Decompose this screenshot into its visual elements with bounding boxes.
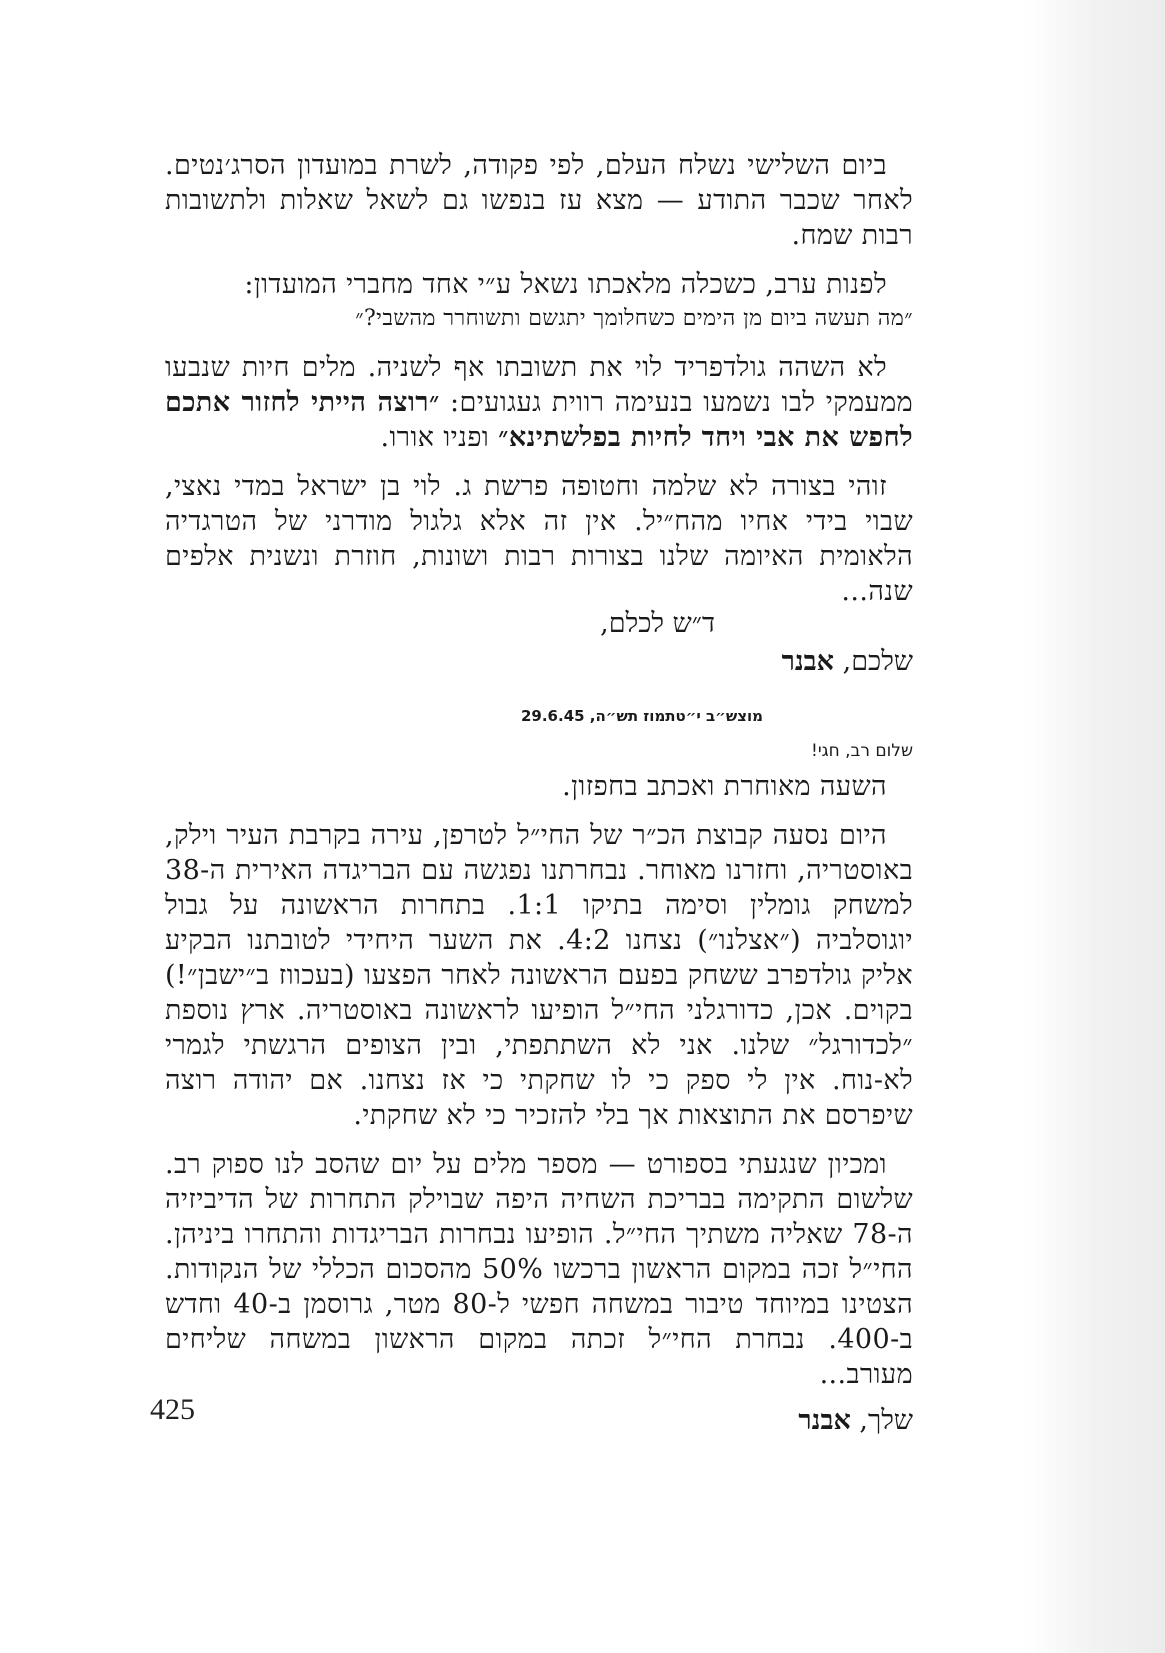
paragraph-6: היום נסעה קבוצת הכ״ר של החי״ל לטרפן, עירה בקרבת העיר וילק, באוסטריה, וחזרנו מאוחר. נבחרתנו נפגשה עם הבריגדה האירית ה-38 למשחק גומלין וסימה בתיקו 1:1. בתחרות הראשונה על גבול יוגוסלביה (״אצלנו״) נצחנו 4:2. את השער היחידי לטובתנו הבקיע אליק גולדפרב ששחק בפעם הראשונה לאחר הפצעו (בעכווז ב״ישבן״!) בקוים. אכן, כדורגלני החי״ל הופיעו לראשונה באוסטריה. ארץ נוספת ״לכדורגל״ שלנו. אני לא השתתפתי, ובין הצופים הרגשתי לגמרי לא-נוח. אין לי ספק כי לו שחקתי כי אז נצחנו. אם יהודה רוצה שיפרסם את התוצאות אך בלי להזכיר כי לא שחקתי. [165,820,913,1131]
paragraph-2-text: לפנות ערב, כשכלה מלאכתו נשאל ע״י אחד מחברי המועדון: [244,269,887,300]
page-number: 425 [150,1393,195,1426]
paragraph-1: ביום השלישי נשלח העלם, לפי פקודה, לשרת במועדון הסרג׳נטים. לאחר שכבר התודע — מצא עז בנפשו גם לשאל שאלות ולתשובות רבות שמח. [165,150,913,251]
signature-1-prefix: שלכם, [834,646,913,677]
paragraph-4: זוהי בצורה לא שלמה וחטופה פרשת ג. לוי בן ישראל במדי נאצי, שבוי בידי אחיו מהח״יל. אין זה אלא גלגול מודרני של הטרגדיה הלאומית האיומה שלנו בצורות רבות ושונות, חוזרת ונשנית אלפים שנה... [165,471,913,607]
signature-1 [165,643,913,681]
paragraph-3 [165,350,913,455]
paragraph-3-end: ופניו אורו. [380,422,499,453]
page-gutter-shadow [1025,0,1165,1653]
paragraph-7: ומכיון שנגעתי בספורט — מספר מלים על יום שהסב לנו ספוק רב. שלשום התקימה בבריכת השחיה היפה שבוילק התחרות של הדיביזיה ה-78 שאליה משתיך החי״ל. הופיעו נבחרות הבריגדות והתחרו ביניהן. החי״ל זכה במקום הראשון ברכשו 50% מהסכום הכללי של הנקודות. הצטינו במיוחד טיבור במשחה חפשי ל-80 מטר, גרוסמן ב-40 וחדש ב-400. נבחרת החי״ל זכתה במקום הראשון במשחה שליחים מעורב... [165,1149,914,1390]
paragraph-5: השעה מאוחרת ואכתב בחפזון. [562,771,887,802]
text-column [165,148,913,1440]
paragraph-2 [165,267,913,336]
signature-2-prefix: שלך, [850,1405,913,1436]
signature-1-name: אבנר [781,646,835,677]
paragraph-3-start: לא השהה גולדפריד לוי את תשובתו אף לשניה. מלים חיות שנבעו ממעמקי לבו נשמעו בנעימה רווית געגועים: [165,352,914,418]
quote-1: ״מה תעשה ביום מן הימים כשחלומך יתגשם ותשוחרר מהשבי?״ [355,306,913,331]
signature-2-name: אבנר [798,1405,851,1436]
paragraph-3-quote: ״רוצה הייתי לחזור אתכם לחפש את אבי ויחד לחיות בפלשתינא״ [165,387,913,453]
signature-2 [165,1402,913,1440]
letter-greeting: שלום רב, חגי! [811,741,913,761]
letter-dateline: מוצש״ב י״טתמוז תש״ה, 29.6.45 [520,707,763,725]
closing-regards: ד״ש לכלם, [600,608,715,639]
